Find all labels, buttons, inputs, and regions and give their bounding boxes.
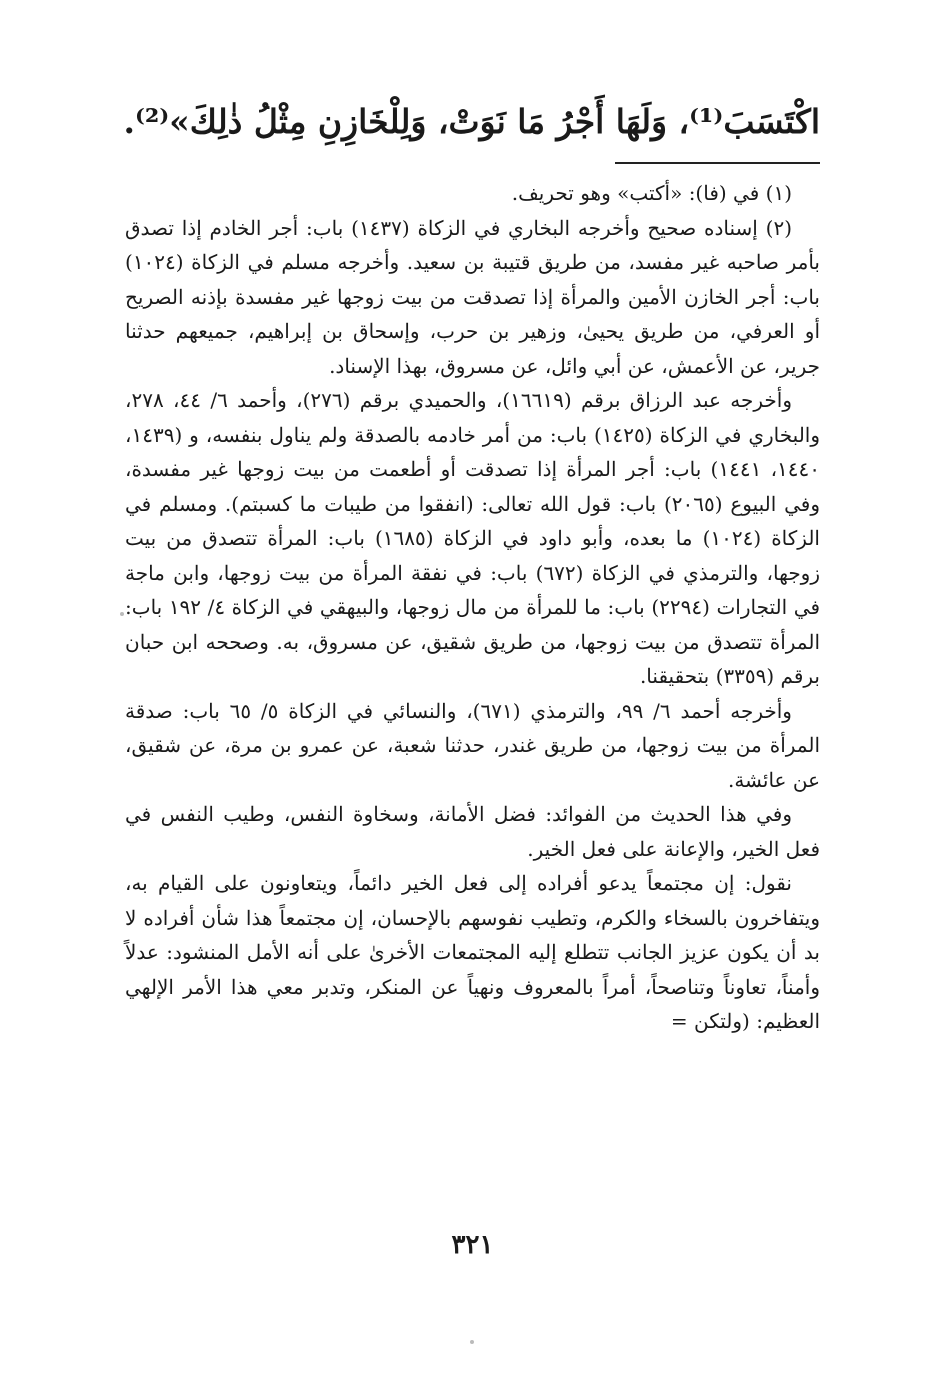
footnote-1: (١) في (فا): «أكتب» وهو تحريف.	[511, 181, 792, 205]
scan-speck	[120, 612, 124, 616]
page-number: ٣٢١	[451, 1230, 494, 1260]
main-text-line: اكْتَسَبَ⁽¹⁾، وَلَهَا أَجْرُ مَا نَوَتْ، وَلِلْخَازِنِ مِثْلُ ذٰلِكَ»⁽²⁾.	[123, 102, 820, 141]
footnote-separator-rule	[615, 162, 820, 164]
footnotes-block	[125, 176, 820, 1039]
footnote-2: (٢) إسناده صحيح وأخرجه البخاري في الزكاة (١٤٣٧) باب: أجر الخادم إذا تصدق بأمر صاحبه غير مفسد، من طريق قتيبة بن سعيد. وأخرجه مسلم في الزكاة (١٠٢٤) باب: أجر الخازن الأمين والمرأة إذا تصدقت من بيت زوجها غير مفسدة بإذنه الصريح أو العرفي، من طريق يحيىٰ، وزهير بن حرب، وإسحاق بن إبراهيم، جميعهم حدثنا جرير، عن الأعمش، عن أبي وائل، عن مسروق، بهذا الإسناد.	[125, 215, 820, 378]
footnote-paragraph: نقول: إن مجتمعاً يدعو أفراده إلى فعل الخير دائماً، ويتعاونون على القيام به، ويتفاخرون بالسخاء والكرم، وتطيب نفوسهم بالإحسان، إن مجتمعاً هذا شأن أفراده لا بد أن يكون عزيز الجانب تتطلع إليه المجتمعات الأخرىٰ على أنه الأمل المنشود: عدلاً وأمناً، تعاوناً وتناصحاً، أمراً بالمعروف ونهياً عن المنكر، وتدبر معي هذا الأمر الإلهي العظيم: (ولتكن =	[125, 871, 820, 1033]
scan-speck	[470, 1340, 474, 1344]
footnote-paragraph: وأخرجه عبد الرزاق برقم (١٦٦١٩)، والحميدي برقم (٢٧٦)، وأحمد ٦/ ٤٤، ٢٧٨، والبخاري في الزكاة (١٤٢٥) باب: من أمر خادمه بالصدقة ولم يناول بنفسه، و (١٤٣٩، ١٤٤٠، ١٤٤١) باب: أجر المرأة إذا تصدقت أو أطعمت من بيت زوجها غير مفسدة، وفي البيوع (٢٠٦٥) باب: قول الله تعالى: (انفقوا من طيبات ما كسبتم). ومسلم في الزكاة (١٠٢٤) ما بعده، وأبو داود في الزكاة (١٦٨٥) باب: المرأة تتصدق من بيت زوجها، والترمذي في الزكاة (٦٧٢) باب: في نفقة المرأة من بيت زوجها، وابن ماجة في التجارات (٢٢٩٤) باب: ما للمرأة من مال زوجها، والبيهقي في الزكاة ٤/ ١٩٢ باب: المرأة تتصدق من بيت زوجها، من طريق شقيق، عن مسروق، به. وصححه ابن حبان برقم (٣٣٥٩) بتحقيقنا.	[125, 388, 821, 688]
footnote-paragraph: وفي هذا الحديث من الفوائد: فضل الأمانة، وسخاوة النفس، وطيب النفس في فعل الخير، والإعانة على فعل الخير.	[125, 802, 820, 861]
footnote-paragraph: وأخرجه أحمد ٦/ ٩٩، والترمذي (٦٧١)، والنسائي في الزكاة ٥/ ٦٥ باب: صدقة المرأة من بيت زوجها، من طريق غندر، حدثنا شعبة، عن عمرو بن مرة، عن شقيق، عن عائشة.	[125, 698, 820, 792]
